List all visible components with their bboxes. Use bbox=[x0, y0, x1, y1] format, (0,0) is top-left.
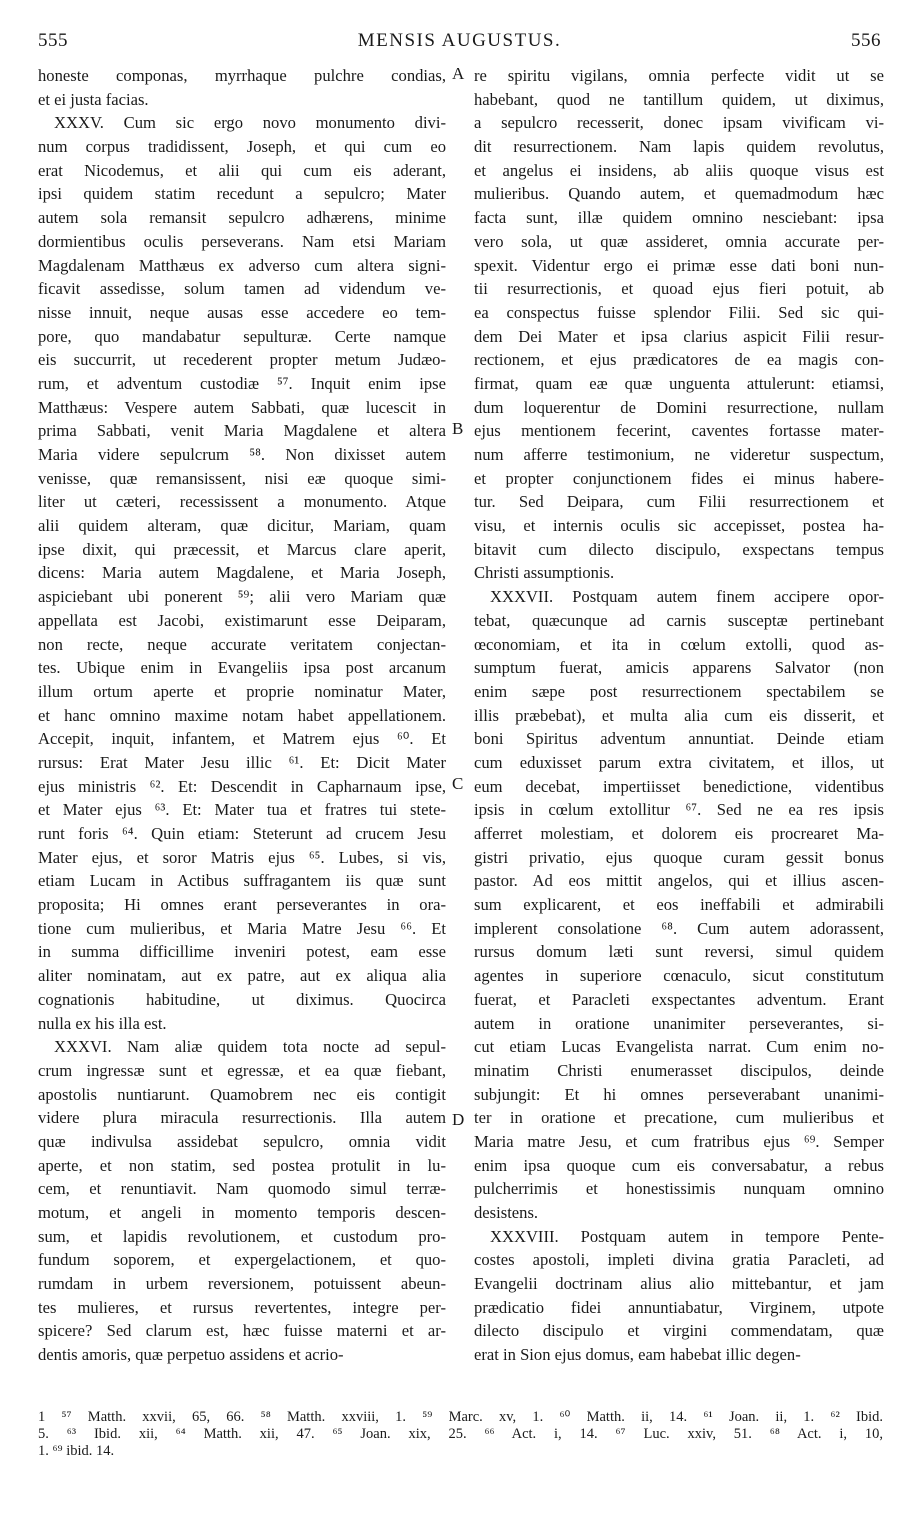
text-line: fuerat, et Paracleti exspectantes adventum. Erant bbox=[474, 989, 884, 1009]
text-line: dormientibus oculis perseverans. Nam etsi Mariam bbox=[38, 231, 446, 251]
text-line: ficavit assedisse, solum tamen ad videndum ve- bbox=[38, 279, 446, 299]
text-line: spexit. Videntur ergo ei primæ esse dati boni nun- bbox=[474, 255, 884, 275]
text-line: dicens: Maria autem Magdalene, et Maria Joseph, bbox=[38, 563, 446, 583]
text-line: venisse, quæ remansissent, nisi eæ quoque simi- bbox=[38, 468, 446, 488]
margin-marker-a: A bbox=[452, 64, 465, 83]
footnotes bbox=[38, 1409, 883, 1460]
text-line: rectionem, et ejus prædicatores de ea magis con- bbox=[474, 350, 884, 370]
text-line: sumptum fuerat, amicis apparens Salvator (non bbox=[474, 658, 884, 678]
text-line: prima Sabbati, venit Maria Magdalene et altera bbox=[38, 421, 446, 441]
text-line: illis præbebat), et multa alia cum eis disserit, et bbox=[474, 705, 884, 725]
text-line: gistri privatio, ejus quoque curam gessit bonus bbox=[474, 847, 884, 867]
text-line: boni Spiritus adventum annuntiat. Deinde etiam bbox=[474, 729, 884, 749]
text-line: re spiritu vigilans, omnia perfecte vidit ut se bbox=[474, 66, 884, 85]
text-line: tes mulieres, et rursus revertentes, integre per- bbox=[38, 1297, 446, 1317]
text-line: agentes in superiore cœnaculo, sicut constitutum bbox=[474, 966, 884, 986]
text-line: tebat, quæcunque ad carnis susceptæ pertinebant bbox=[474, 610, 884, 630]
text-line: num corpus tradidissent, Joseph, et qui cum eo bbox=[38, 137, 446, 157]
text-line: bitavit cum dilecto discipulo, exspectans tempus bbox=[474, 539, 884, 559]
text-line: nisse innuit, neque ausas esse accedere eo tem- bbox=[38, 302, 446, 322]
text-line: illum ortum aperte et proprie nominatur Mater, bbox=[38, 681, 446, 701]
text-line: aperte, et non statim, sed postea protulit in lu- bbox=[38, 1155, 446, 1175]
text-line: dum loquerentur de Domini resurrectione, nullam bbox=[474, 397, 884, 417]
text-line: XXXVIII. Postquam autem in tempore Pente- bbox=[490, 1226, 884, 1246]
text-line: XXXVI. Nam aliæ quidem tota nocte ad sepul- bbox=[54, 1037, 446, 1057]
text-line: sum, et lapidis revolutionem, et custodum pro- bbox=[38, 1226, 446, 1246]
text-line: appellata est Jacobi, existimarunt esse Deiparam, bbox=[38, 610, 446, 630]
text-line: non recte, neque accurate veritatem conjectan- bbox=[38, 634, 446, 654]
text-line: implerent consolatione ⁶⁸. Cum autem adorassent, bbox=[474, 918, 884, 938]
text-line: fundum soporem, et expergelactionem, et quo- bbox=[38, 1250, 446, 1270]
footnote-line: 5. ⁶³ Ibid. xii, ⁶⁴ Matth. xii, 47. ⁶⁵ Joan. xix, 25. ⁶⁶ Act. i, 14. ⁶⁷ Luc. xxiv, 51. ⁶⁸ Act. i, 10, bbox=[38, 1426, 883, 1442]
text-line: apostolis nuntiarunt. Quamobrem nec eis contigit bbox=[38, 1084, 446, 1104]
text-line: Mater ejus, et soror Matris ejus ⁶⁵. Lubes, si vis, bbox=[38, 847, 446, 867]
text-line: et ei justa facias. bbox=[38, 89, 149, 109]
text-line: XXXVII. Postquam autem finem accipere opor- bbox=[490, 587, 884, 607]
text-line: spicere? Sed clarum est, hæc fuisse materni et ar- bbox=[38, 1321, 446, 1341]
text-line: prædicatio fidei annuntiabatur, Virginem, utpote bbox=[474, 1297, 884, 1317]
text-line: Maria matre Jesu, et cum fratribus ejus ⁶⁹. Semper bbox=[474, 1131, 884, 1151]
text-line: quæ indivulsa assidebat sepulcro, omnia vidit bbox=[38, 1131, 446, 1151]
text-line: pastor. Ad eos mittit angelos, qui et illius ascen- bbox=[474, 871, 884, 891]
text-line: rum, et adventum custodiæ ⁵⁷. Inquit enim ipse bbox=[38, 373, 446, 393]
text-line: sum explicarent, et eos ineffabili et admirabili bbox=[474, 895, 884, 915]
text-line: etiam Lucam in Actibus suffragantem iis quæ sunt bbox=[38, 871, 446, 891]
text-line: habebant, quod ne tantillum quidem, ut diximus, bbox=[474, 89, 884, 109]
text-line: ea conspectus fuisse splendor Filii. Sed sic qui- bbox=[474, 302, 884, 322]
text-line: a sepulcro recesserit, donec ipsam vivificam vi- bbox=[474, 113, 884, 133]
text-line: aspiciebant ubi ponerent ⁵⁹; alii vero Mariam quæ bbox=[38, 587, 446, 607]
text-line: ipsis in cœlum extollitur ⁶⁷. Sed ne ea res ipsis bbox=[474, 800, 884, 820]
text-line: runt foris ⁶⁴. Quin etiam: Steterunt ad crucem Jesu bbox=[38, 824, 446, 843]
text-line: Maria videre sepulcrum ⁵⁸. Non dixisset autem bbox=[38, 445, 446, 464]
margin-marker-b: B bbox=[452, 419, 464, 438]
text-line: firmat, quam eæ quæ unguenta attulerunt: etiamsi, bbox=[474, 373, 884, 393]
text-line: ipse dixit, qui præcessit, et Marcus clare aperit, bbox=[38, 539, 446, 559]
text-line: eum decebat, impertiisset benedictione, videntibus bbox=[474, 776, 884, 796]
text-line: dem Dei Mater et ipsa clarius aspicit Filii resur- bbox=[474, 326, 884, 346]
text-line: motum, et angeli in momento temporis descen- bbox=[38, 1203, 446, 1222]
text-line: Evangelii doctrinam alius alio mittebantur, et jam bbox=[474, 1274, 884, 1294]
page-number-right: 556 bbox=[851, 30, 881, 51]
text-line: eis succurrit, ut recederent propter metum Judæo- bbox=[38, 350, 446, 370]
text-line: autem in oratione unanimiter perseverantes, si- bbox=[474, 1013, 884, 1033]
text-line: tione cum mulieribus, et Maria Matre Jesu ⁶⁶. Et bbox=[38, 918, 446, 938]
text-line: desistens. bbox=[474, 1203, 539, 1222]
text-line: rumdam in urbem reversionem, potuissent abeun- bbox=[38, 1274, 446, 1294]
text-line: in summa difficillime inveniri potest, eam esse bbox=[38, 942, 446, 962]
footnote-line: 1 ⁵⁷ Matth. xxvii, 65, 66. ⁵⁸ Matth. xxviii, 1. ⁵⁹ Marc. xv, 1. ⁶⁰ Matth. ii, 14. ⁶¹ Joan. ii, 1. ⁶² Ibid. bbox=[38, 1409, 883, 1425]
text-line: Christi assumptionis. bbox=[474, 563, 615, 583]
text-line: nulla ex his illa est. bbox=[38, 1013, 167, 1033]
text-line: costes apostoli, impleti divina gratia Paracleti, ad bbox=[474, 1250, 884, 1270]
text-line: subjungit: Et hi omnes perseverabant unanimi- bbox=[474, 1084, 884, 1104]
text-line: tes. Ubique enim in Evangeliis ipsa post arcanum bbox=[38, 658, 446, 678]
text-line: dilecto discipulo et virgini commendatam, quæ bbox=[474, 1321, 884, 1341]
text-line: minatim Christi enumerasset discipulos, deinde bbox=[474, 1060, 884, 1080]
text-line: ejus mentionem fecerint, caventes fortasse mater- bbox=[474, 421, 884, 441]
text-line: facta sunt, illæ quidem omnino nesciebant: ipsa bbox=[474, 208, 884, 228]
page-number-left: 555 bbox=[38, 30, 68, 51]
text-line: pore, quo mandabatur sepulturæ. Certe namque bbox=[38, 326, 446, 346]
text-line: et Mater ejus ⁶³. Et: Mater tua et fratres tui stete- bbox=[38, 800, 446, 820]
text-line: cem, et renuntiavit. Nam quomodo simul terræ- bbox=[38, 1179, 446, 1199]
text-line: ipsi quidem statim recedunt a sepulcro; Mater bbox=[38, 184, 446, 204]
text-line: alii quidem alteram, quæ dicitur, Mariam, quam bbox=[38, 516, 446, 536]
text-line: liter ut cæteri, recessissent a monumento. Atque bbox=[38, 492, 446, 512]
text-line: Matthæus: Vespere autem Sabbati, quæ lucescit in bbox=[38, 397, 446, 417]
text-line: autem sola remansit sepulcro adhærens, minime bbox=[38, 208, 446, 228]
text-line: et hanc omnino maxime notam habet appellationem. bbox=[38, 705, 446, 725]
text-line: visu, et internis oculis sic accepisset, postea ha- bbox=[474, 516, 884, 536]
text-line: vero sola, ut quæ assideret, omnia accurate per- bbox=[474, 231, 884, 251]
margin-marker-d: D bbox=[452, 1110, 465, 1129]
text-line: et propter conjunctionem fides ei minus habere- bbox=[474, 468, 884, 488]
text-line: Accepit, inquit, infantem, et Matrem ejus ⁶⁰. Et bbox=[38, 729, 446, 749]
text-line: proposita; Hi omnes erant perseverantes in ora- bbox=[38, 895, 446, 915]
text-line: crum ingressæ sunt et egressæ, et ea quæ fiebant, bbox=[38, 1060, 446, 1080]
text-line: cognationis habitudine, ut diximus. Quocirca bbox=[38, 989, 446, 1009]
text-line: erat in Sion ejus domus, eam habebat illic degen- bbox=[474, 1345, 801, 1365]
text-line: Magdalenam Matthæus ex adverso cum altera signi- bbox=[38, 255, 446, 275]
text-line: honeste componas, myrrhaque pulchre condias, bbox=[38, 66, 446, 85]
text-line: pulcherrimis et honestissimis nunquam omnino bbox=[474, 1179, 884, 1199]
text-line: cut etiam Lucas Evangelista narrat. Cum enim no- bbox=[474, 1037, 884, 1057]
text-line: erat Nicodemus, et alii qui cum eis aderant, bbox=[38, 160, 446, 180]
footnote-line: 1. ⁶⁹ ibid. 14. bbox=[38, 1443, 115, 1459]
text-line: mulieribus. Quando autem, et quemadmodum hæc bbox=[474, 184, 884, 204]
text-line: tii resurrectionis, et quoad ejus fieri potuit, ab bbox=[474, 279, 884, 299]
text-line: enim ipsa quoque cum eis conversabatur, a rebus bbox=[474, 1155, 884, 1175]
left-column bbox=[38, 64, 446, 1367]
margin-marker-c: C bbox=[452, 774, 464, 793]
right-column bbox=[474, 64, 884, 1367]
text-line: et angelus ei insidens, ab aliis quoque visus est bbox=[474, 160, 884, 180]
running-title: MENSIS AUGUSTUS. bbox=[357, 30, 562, 51]
text-line: afferret molestiam, et dolorem eis procrearet Ma- bbox=[474, 824, 884, 843]
text-line: aliter nominatam, aut ex patre, aut ex aliqua alia bbox=[38, 966, 446, 986]
page-header bbox=[38, 30, 881, 58]
text-line: enim sæpe post resurrectionem spectabilem se bbox=[474, 681, 884, 701]
text-line: tur. Sed Deipara, cum Filii resurrectionem et bbox=[474, 492, 884, 512]
text-line: rursus domum læti sunt reversi, simul quidem bbox=[474, 942, 884, 962]
text-line: ter in oratione et precatione, cum mulieribus et bbox=[474, 1108, 884, 1128]
text-line: dit resurrectionem. Nam lapis quidem revolutus, bbox=[474, 137, 884, 157]
text-line: videre plura miracula resurrectionis. Illa autem bbox=[38, 1108, 446, 1128]
text-line: cum eduxisset parum extra civitatem, et illos, ut bbox=[474, 752, 884, 772]
text-line: œconomiam, et ita in cœlum extolli, quod as- bbox=[474, 634, 884, 654]
text-line: num afferre testimonium, ne videretur suspectum, bbox=[474, 445, 884, 464]
text-line: rursus: Erat Mater Jesu illic ⁶¹. Et: Dicit Mater bbox=[38, 752, 446, 772]
text-line: dentis amoris, quæ perpetuo assidens et acrio- bbox=[38, 1345, 344, 1365]
text-line: ejus ministris ⁶². Et: Descendit in Capharnaum ipse, bbox=[38, 776, 446, 796]
text-line: XXXV. Cum sic ergo novo monumento divi- bbox=[54, 113, 446, 133]
